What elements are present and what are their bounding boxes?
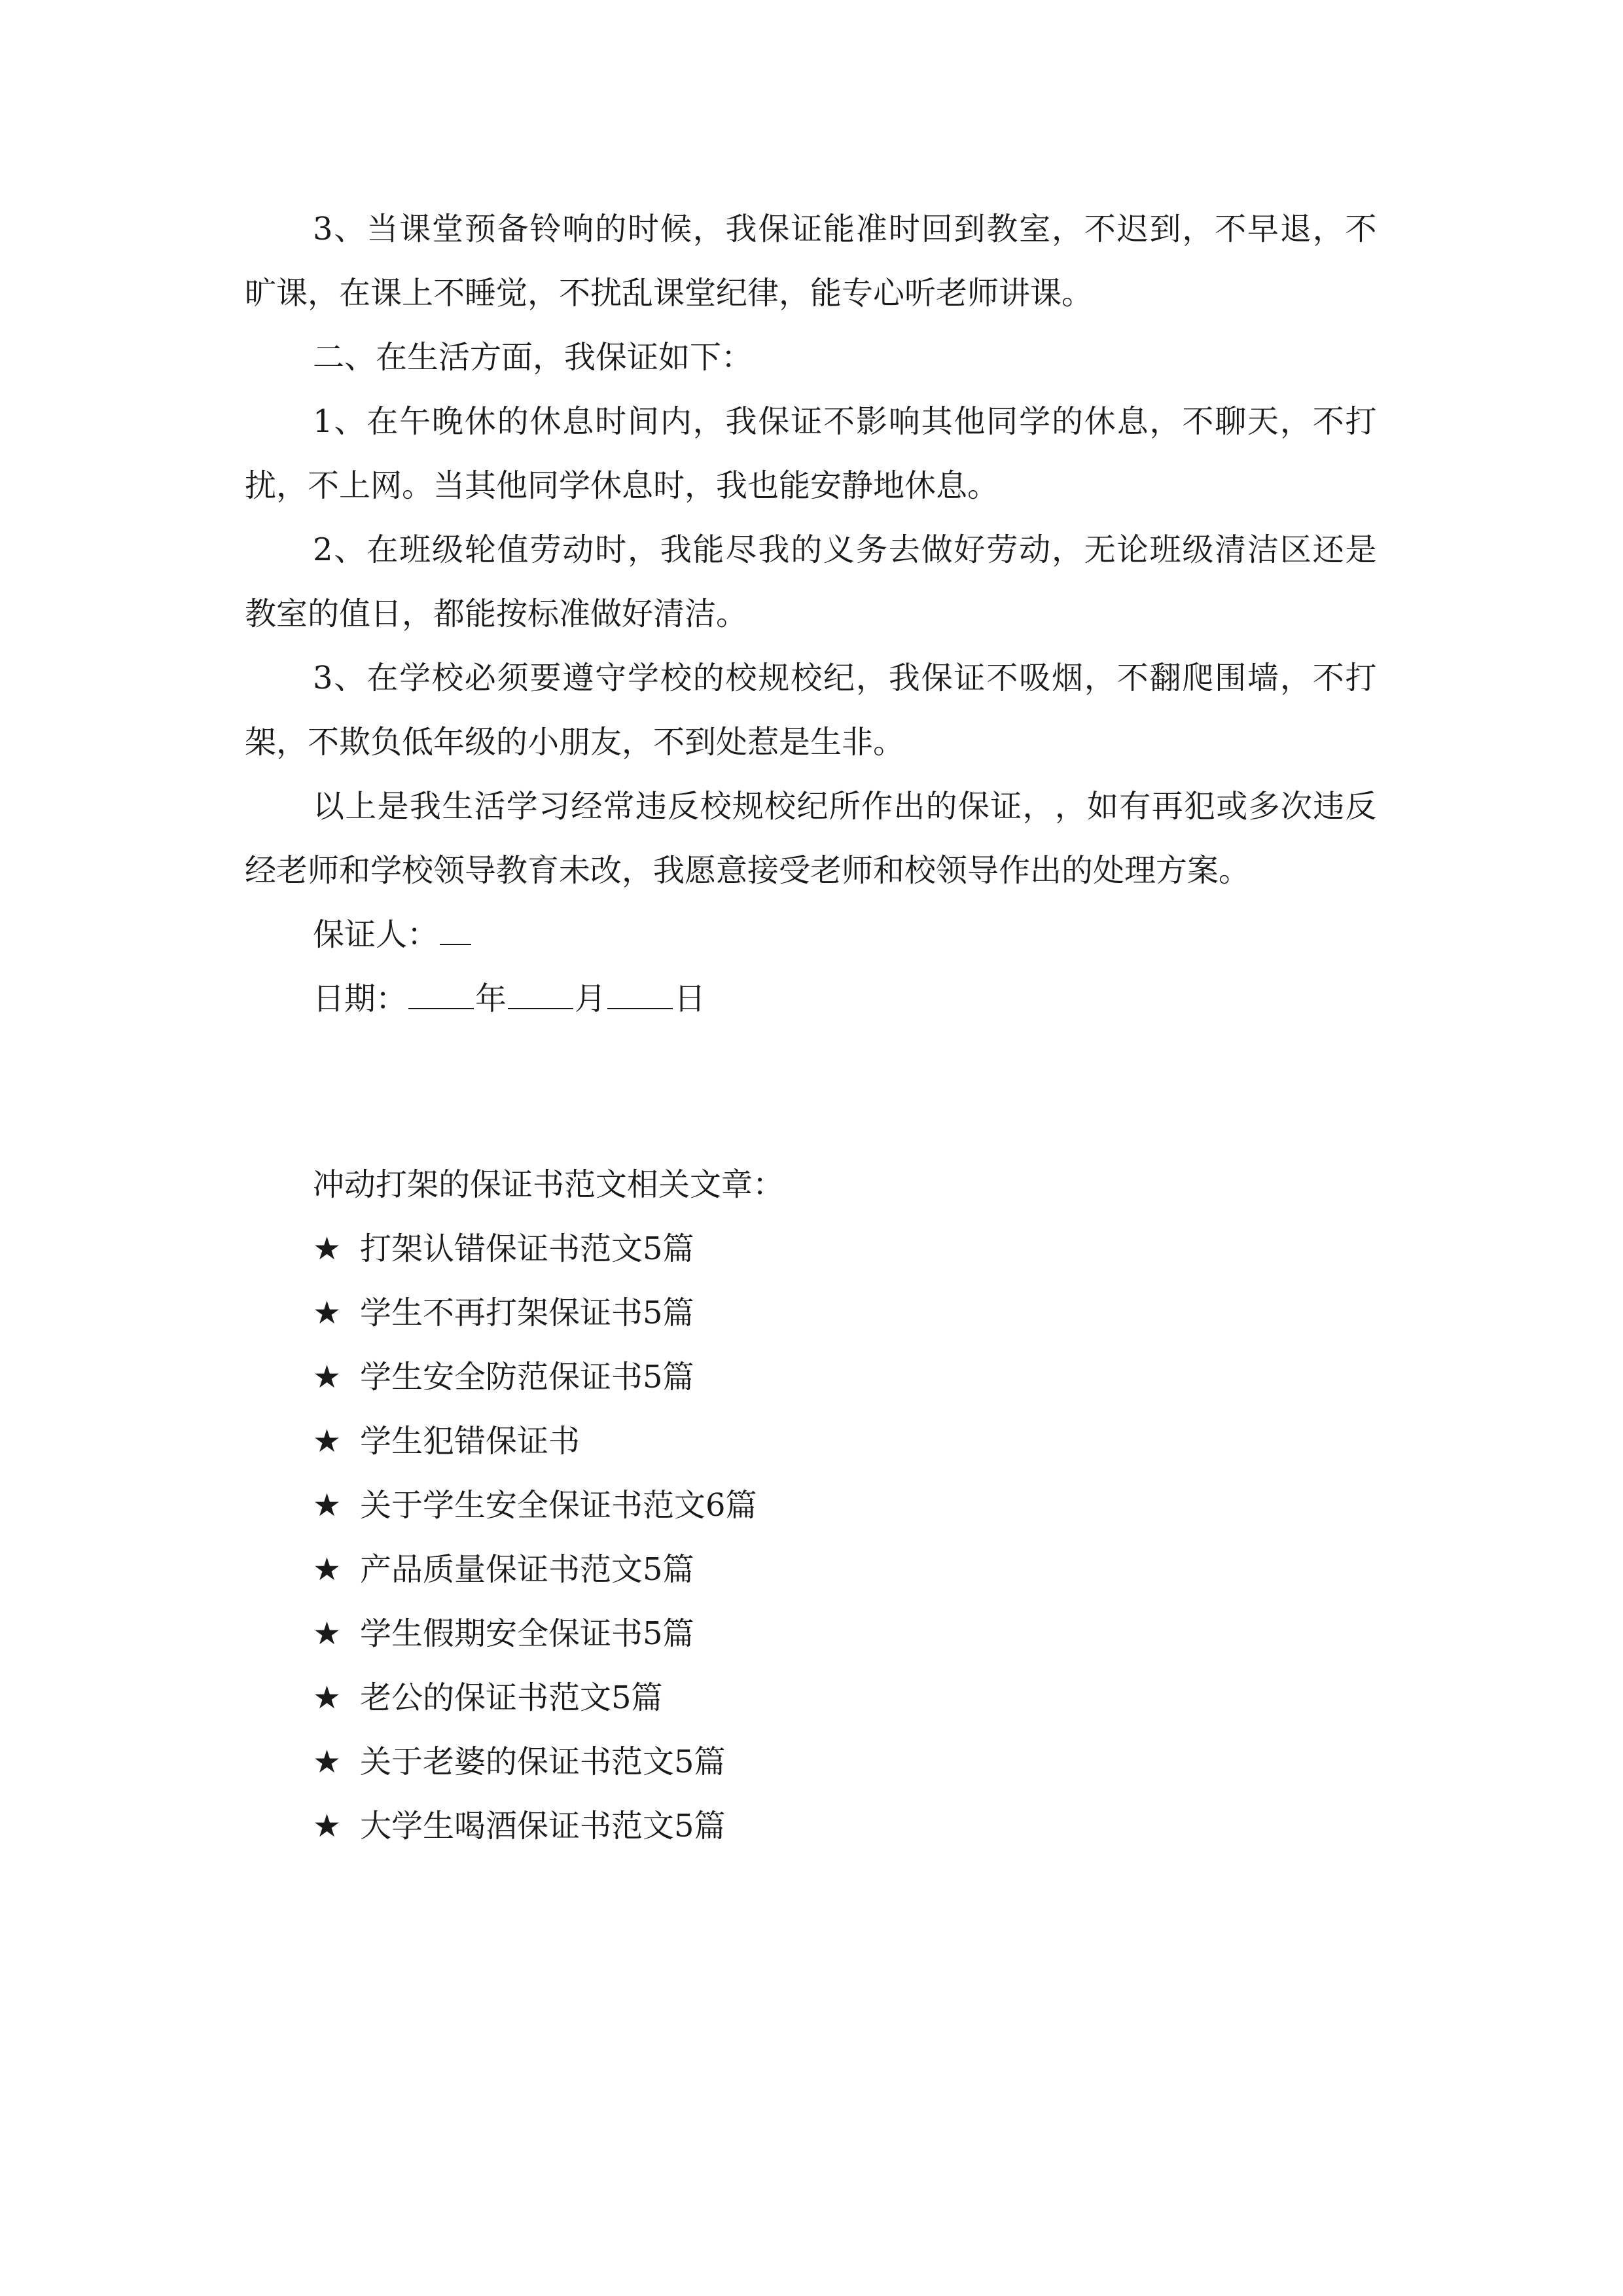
star-icon: ★ [313, 1359, 342, 1395]
day-blank [607, 979, 673, 1009]
related-item-label: 老公的保证书范文5篇 [360, 1679, 663, 1716]
guarantor-label: 保证人： [313, 916, 439, 953]
related-item-label: 大学生喝酒保证书范文5篇 [360, 1808, 726, 1844]
star-icon: ★ [313, 1295, 342, 1331]
body-line: 旷课，在课上不睡觉，不扰乱课堂纪律，能专心听老师讲课。 [245, 275, 1094, 312]
related-item[interactable] [313, 1614, 694, 1653]
related-item[interactable] [313, 1422, 580, 1461]
month-label: 月 [575, 980, 607, 1017]
related-item-label: 打架认错保证书范文5篇 [360, 1230, 694, 1267]
related-item[interactable] [313, 1293, 694, 1333]
section-heading: 二、在生活方面，我保证如下： [313, 339, 753, 376]
related-item-label: 学生假期安全保证书5篇 [360, 1615, 694, 1652]
related-heading: 冲动打架的保证书范文相关文章： [313, 1166, 785, 1203]
body-line: 以 上 是 我 生 活 学 习 经 常 违 反 校 规 校 纪 所 作 出 的 保 证 ， ， 如 有 再 犯 或 多 次 违 反 [313, 788, 1377, 825]
star-icon: ★ [313, 1423, 342, 1460]
related-item-label: 关于老婆的保证书范文5篇 [360, 1744, 726, 1780]
star-icon: ★ [313, 1615, 342, 1652]
related-item[interactable] [313, 1486, 757, 1525]
body-line: 架，不欺负低年级的小朋友，不到处惹是生非。 [245, 724, 905, 761]
day-label: 日 [674, 980, 706, 1017]
related-item-label: 学生不再打架保证书5篇 [360, 1295, 694, 1331]
body-line: 扰，不上网。当其他同学休息时，我也能安静地休息。 [245, 467, 999, 504]
body-line: 3 、 当 课 堂 预 备 铃 响 的 时 候 ， 我 保 证 能 准 时 回 到 教 室 ， 不 迟 到 ， 不 早 退 ， 不 [313, 211, 1377, 247]
date-label: 日期： [313, 980, 408, 1017]
related-item-label: 学生犯错保证书 [360, 1423, 580, 1460]
related-item[interactable] [313, 1678, 663, 1717]
year-label: 年 [475, 980, 507, 1017]
guarantor-line [313, 915, 473, 954]
month-blank [508, 979, 573, 1009]
date-line [313, 979, 705, 1018]
body-line: 1 、 在 午 晚 休 的 休 息 时 间 内 ， 我 保 证 不 影 响 其 他 同 学 的 休 息 ， 不 聊 天 ， 不 打 [313, 403, 1377, 440]
star-icon: ★ [313, 1487, 342, 1524]
body-line: 教室的值日，都能按标准做好清洁。 [245, 596, 748, 632]
star-icon: ★ [313, 1230, 342, 1267]
body-line: 经老师和学校领导教育未改，我愿意接受老师和校领导作出的处理方案。 [245, 852, 1251, 889]
related-item[interactable] [313, 1550, 694, 1589]
related-item-label: 产品质量保证书范文5篇 [360, 1551, 694, 1588]
body-line: 2 、 在 班 级 轮 值 劳 动 时 ， 我 能 尽 我 的 义 务 去 做 好 劳 动 ， 无 论 班 级 清 洁 区 还 是 [313, 531, 1377, 568]
star-icon: ★ [313, 1808, 342, 1844]
related-item[interactable] [313, 1742, 726, 1782]
related-item[interactable] [313, 1229, 694, 1268]
star-icon: ★ [313, 1679, 342, 1716]
year-blank [408, 979, 474, 1009]
star-icon: ★ [313, 1551, 342, 1588]
guarantor-blank [440, 915, 471, 945]
related-item-label: 关于学生安全保证书范文6篇 [360, 1487, 757, 1524]
related-item[interactable] [313, 1806, 726, 1846]
related-item[interactable] [313, 1357, 694, 1397]
related-item-label: 学生安全防范保证书5篇 [360, 1359, 694, 1395]
star-icon: ★ [313, 1744, 342, 1780]
body-line: 3 、 在 学 校 必 须 要 遵 守 学 校 的 校 规 校 纪 ， 我 保 证 不 吸 烟 ， 不 翻 爬 围 墙 ， 不 打 [313, 660, 1377, 696]
